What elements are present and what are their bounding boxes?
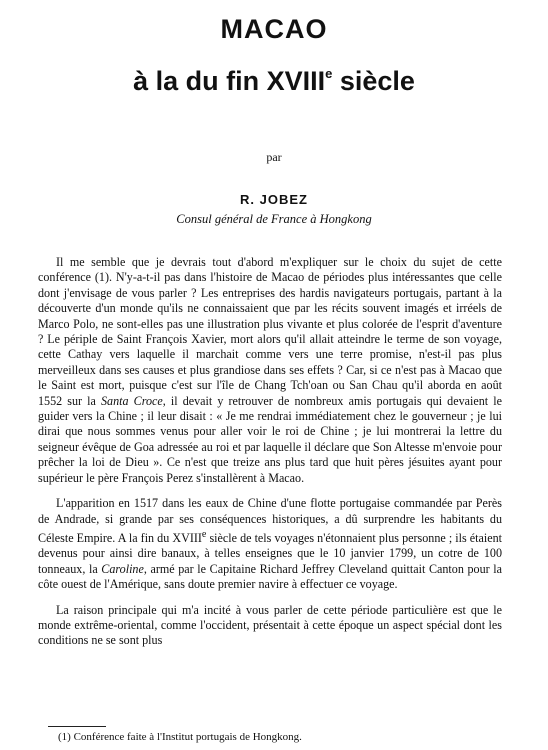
paragraph-2-text: L'apparition en 1517 dans les eaux de Chine d'une flotte portugaise commandée par Perès de Andrade, si grande par ses conséquences historiques, a dû surprendre les habitants du Céleste Empire. A la fin du XVIII <box>38 496 502 545</box>
article-body <box>38 255 502 659</box>
paragraph-2-superscript: e <box>201 528 207 540</box>
paragraph-1-text-end: , il devait y retrouver de nombreux amis portugais qui devaient le guider vers la Chine ; il leur disait : « Je me rendrai immédiatement chez le gouverneur ; je lui dirai que nous sommes venus pour aller voir le roi de Chine ; je lui montrerai la lettre du seigneur évêque de Goa adressée au roi et par laquelle il déclare que Son Altesse m'envoie pour prêcher la loi de Dieu ». Ce n'est que treize ans plus tard que huit pères jésuites ayant pour supérieur le père François Perez s'installèrent à Macao. <box>38 393 502 485</box>
paragraph-1-text: Il me semble que je devrais tout d'abord m'expliquer sur le choix du sujet de cette conférence (1). N'y-a-t-il pas dans l'histoire de Macao de périodes plus intéressantes que celle dont j'envisage de vous parler ? Les entreprises des hardis navigateurs portugais, partant à la découverte d'un monde qu'ils ne connaissaient que par les récits souvent imagés et irréels de Marco Polo, ne sont-elles pas une illustration plus vivante et plus colorée de l'esprit d'aventure ? Le périple de Saint François Xavier, mort alors qu'il allait atteindre le terme de son voyage, cette Cathay vers laquelle il marchait comme vers une terre promise, n'est-il pas plus merveilleux dans ses causes et plus grandiose dans ses effets ? Car, si ce n'est pas à Macao que le Saint est mort, puisque c'est sur l'île de Chang Tch'oan ou San Chau qu'il aborda en août 1552 sur la <box>38 255 502 408</box>
author-name: R. JOBEZ <box>240 192 308 207</box>
byline-par: par <box>266 150 282 164</box>
paragraph-2-ship-name: Caroline <box>101 561 144 576</box>
paragraph-2 <box>38 496 502 592</box>
paragraph-2-text-mid: siècle de tels voyages n'étonnaient plus personne ; ils étaient devenus pour ainsi dire banaux, à telles enseignes que le 10 janvier 1799, un cotre de 100 tonneaux, la <box>38 530 502 576</box>
article-title: MACAO <box>220 14 328 44</box>
subtitle-text: à la du fin XVIII <box>133 66 326 96</box>
paragraph-2-text-end: , armé par le Capitaine Richard Jeffrey Cleveland quittait Canton pour la côte ouest de l'Amérique, sans doute premier navire à effectuer ce voyage. <box>38 561 502 592</box>
subtitle-superscript: e <box>325 66 333 81</box>
author-role: Consul général de France à Hongkong <box>176 212 372 226</box>
paragraph-1-ship-name: Santa Croce <box>101 393 163 408</box>
footnote-rule <box>48 726 106 727</box>
subtitle-text-end: siècle <box>332 66 415 96</box>
paragraph-1 <box>38 255 502 486</box>
article-subtitle <box>0 66 548 97</box>
paragraph-3: La raison principale qui m'a incité à vous parler de cette période particulière est que le monde extrême-oriental, comme l'occident, présentait à cette époque un aspect spécial dont les conditions ne se sont plus <box>38 602 502 648</box>
footnote: (1) Conférence faite à l'Institut portugais de Hongkong. <box>58 731 302 743</box>
